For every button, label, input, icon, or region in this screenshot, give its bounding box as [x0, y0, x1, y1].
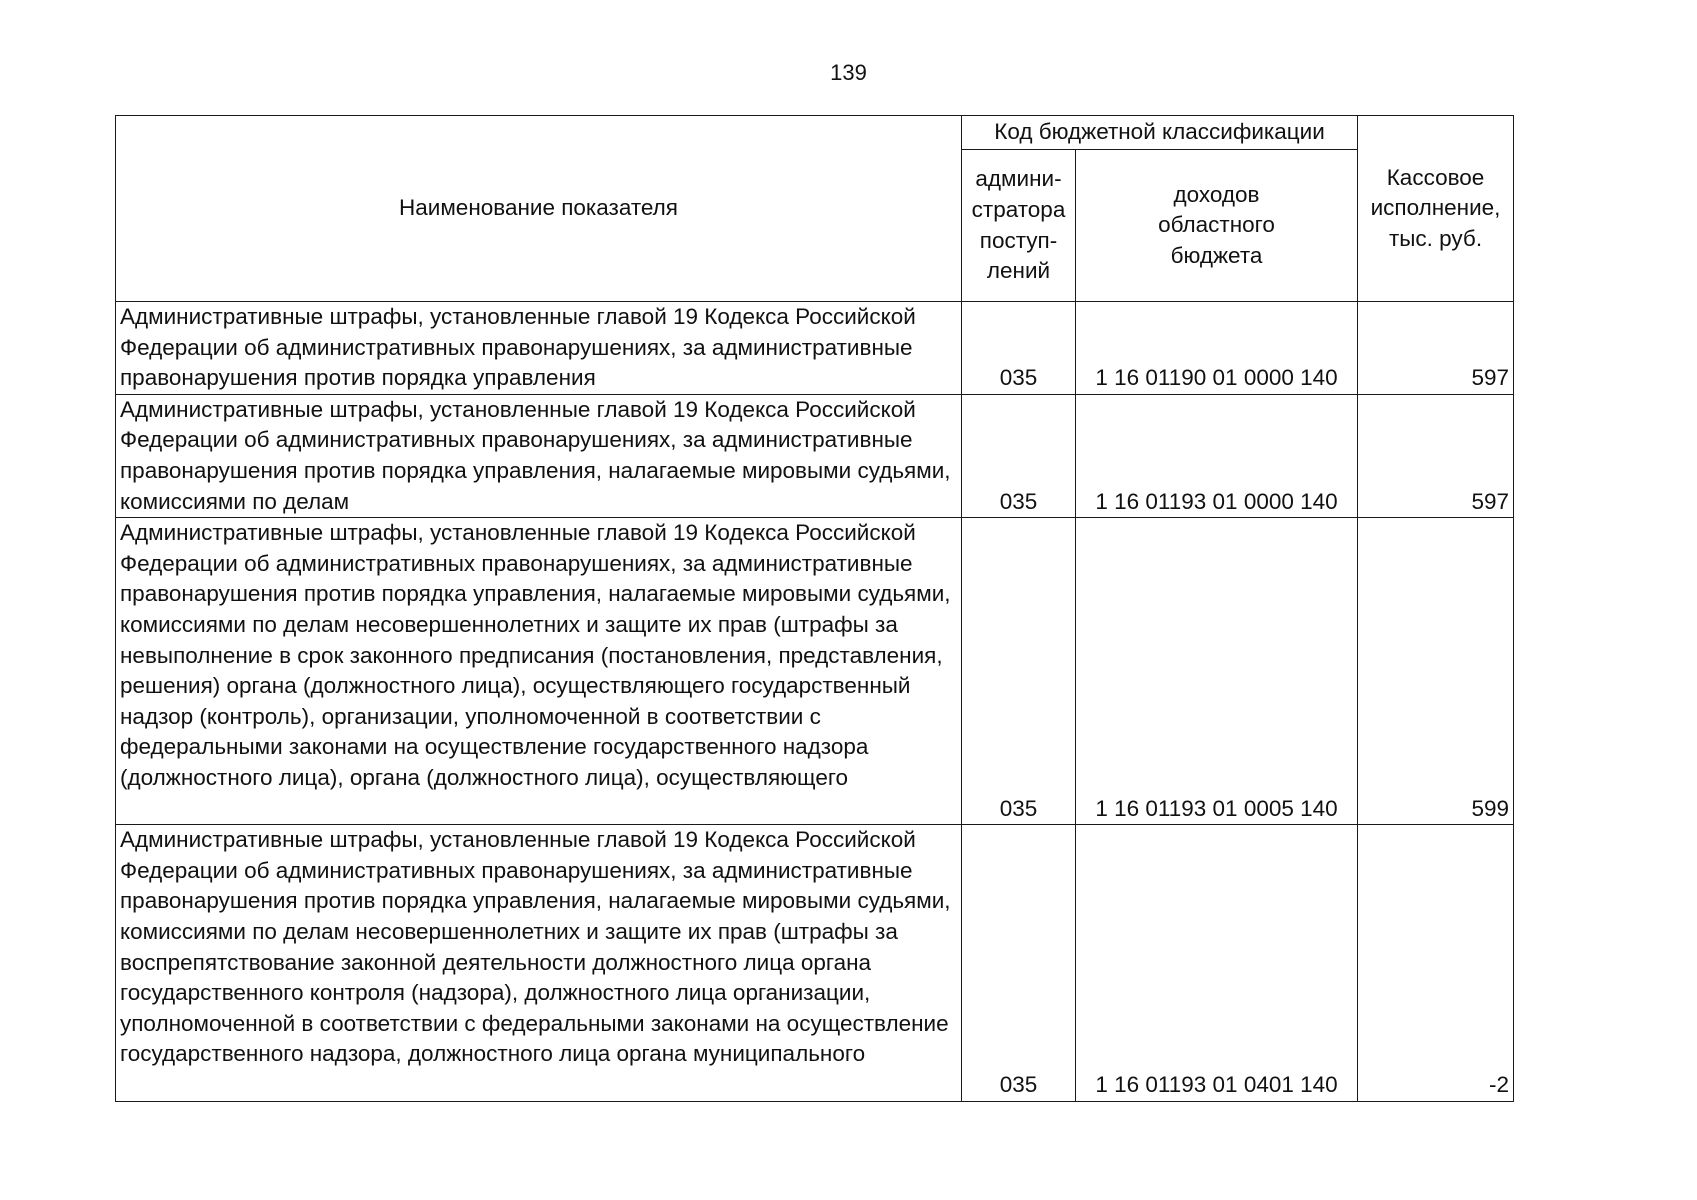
header-cash-execution: Кассовое исполнение, тыс. руб. — [1358, 116, 1514, 302]
row-name-cell — [116, 302, 962, 395]
row-name: Административные штрафы, установленные главой 19 Кодекса Российской Федерации об административных правонарушениях, за административные правонарушения против порядка управления, налагаемые мировыми судьями, комиссиями по делам несовершеннолетних и защите их прав (штрафы за невыполнение в срок законного предписания (постановления, представления, решения) органа (должностного лица), осуществляющего государственный надзор (контроль), организации, уполномоченной в соответствии с федеральными законами на осуществление государственного надзора (должностного лица), органа (должностного лица), осуществляющего — [120, 520, 951, 790]
row-name-cell — [116, 825, 962, 1101]
row-code: 1 16 01193 01 0005 140 — [1076, 518, 1358, 825]
row-amount: -2 — [1358, 825, 1514, 1101]
row-name-cell — [116, 518, 962, 825]
row-name: Административные штрафы, установленные главой 19 Кодекса Российской Федерации об административных правонарушениях, за административные правонарушения против порядка управления, налагаемые мировыми судьями, комиссиями по делам несовершеннолетних и защите их прав (штрафы за воспрепятствование законной деятельности должностного лица органа государственного контроля (надзора), должностного лица организации, уполномоченной в соответствии с федеральными законами на осуществление государственного надзора, должностного лица органа муниципального — [120, 827, 951, 1067]
row-code: 1 16 01190 01 0000 140 — [1076, 302, 1358, 395]
row-name: Административные штрафы, установленные главой 19 Кодекса Российской Федерации об административных правонарушениях, за административные правонарушения против порядка управления — [120, 304, 916, 391]
header-row-top — [116, 116, 1514, 150]
header-income-code: доходов областного бюджета — [1076, 150, 1358, 302]
row-administrator: 035 — [962, 825, 1076, 1101]
header-administrator: админи- стратора поступ- лений — [962, 150, 1076, 302]
header-name: Наименование показателя — [116, 116, 962, 302]
row-amount: 599 — [1358, 518, 1514, 825]
table-row — [116, 825, 1514, 1101]
table-row — [116, 394, 1514, 517]
row-amount: 597 — [1358, 302, 1514, 395]
header-code-group: Код бюджетной классификации — [962, 116, 1358, 150]
row-code: 1 16 01193 01 0401 140 — [1076, 825, 1358, 1101]
row-administrator: 035 — [962, 394, 1076, 517]
row-name: Административные штрафы, установленные главой 19 Кодекса Российской Федерации об административных правонарушениях, за административные правонарушения против порядка управления, налагаемые мировыми судьями, комиссиями по делам — [120, 396, 951, 514]
row-administrator: 035 — [962, 518, 1076, 825]
row-code: 1 16 01193 01 0000 140 — [1076, 394, 1358, 517]
table-row — [116, 302, 1514, 395]
page-number: 139 — [830, 60, 867, 85]
row-amount: 597 — [1358, 394, 1514, 517]
row-administrator: 035 — [962, 302, 1076, 395]
budget-table — [115, 115, 1514, 1102]
row-name-cell — [116, 394, 962, 517]
table-row — [116, 518, 1514, 825]
